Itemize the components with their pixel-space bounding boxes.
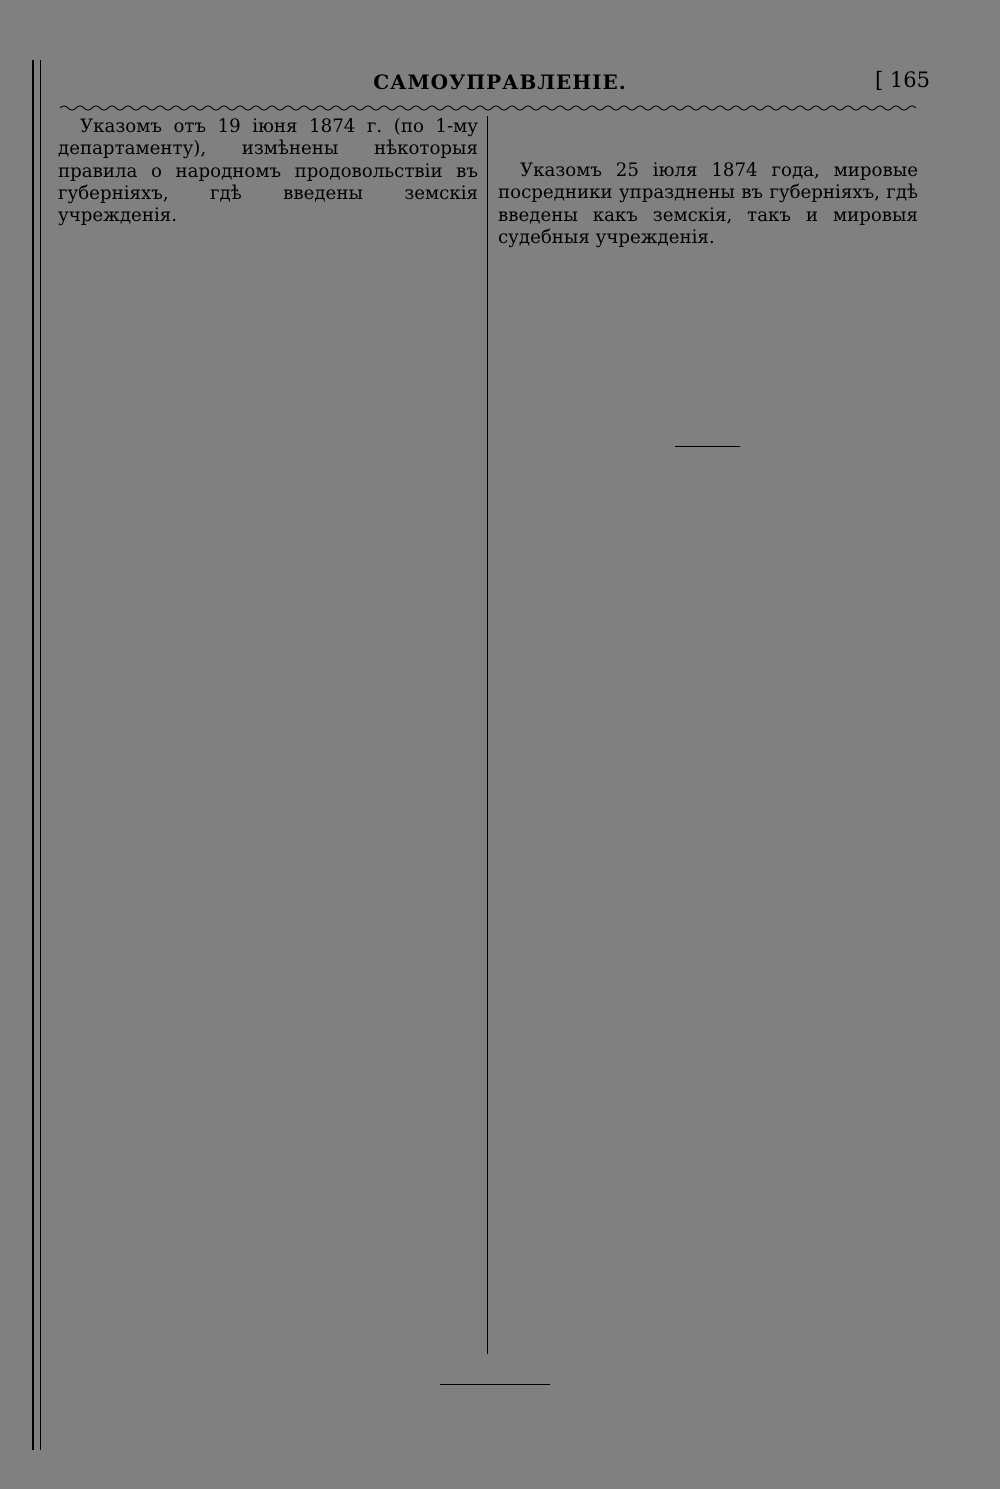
page-frame-line [32,60,34,1450]
left-column [58,116,478,227]
page-number: [ 165 [875,68,930,92]
header-wavy-rule [60,104,918,112]
right-column [498,116,918,249]
section-title: САМОУПРАВЛЕНІЕ. [373,70,627,94]
bottom-rule [440,1384,550,1385]
paragraph: Указомъ отъ 19 іюня 1874 г. (по 1-му департаменту), измѣнены нѣкоторыя правила о народномъ продовольствіи въ губерніяхъ, гдѣ введены земскія учрежденія. [58,116,478,227]
paragraph: Указомъ 25 іюля 1874 года, мировые посредники упразднены въ губерніяхъ, гдѣ введены какъ земскія, такъ и мировыя судебныя учрежденія. [498,160,918,248]
running-header [60,66,940,102]
section-separator [675,446,740,447]
column-divider [487,116,488,1354]
page-frame-line-inner [40,60,41,1450]
